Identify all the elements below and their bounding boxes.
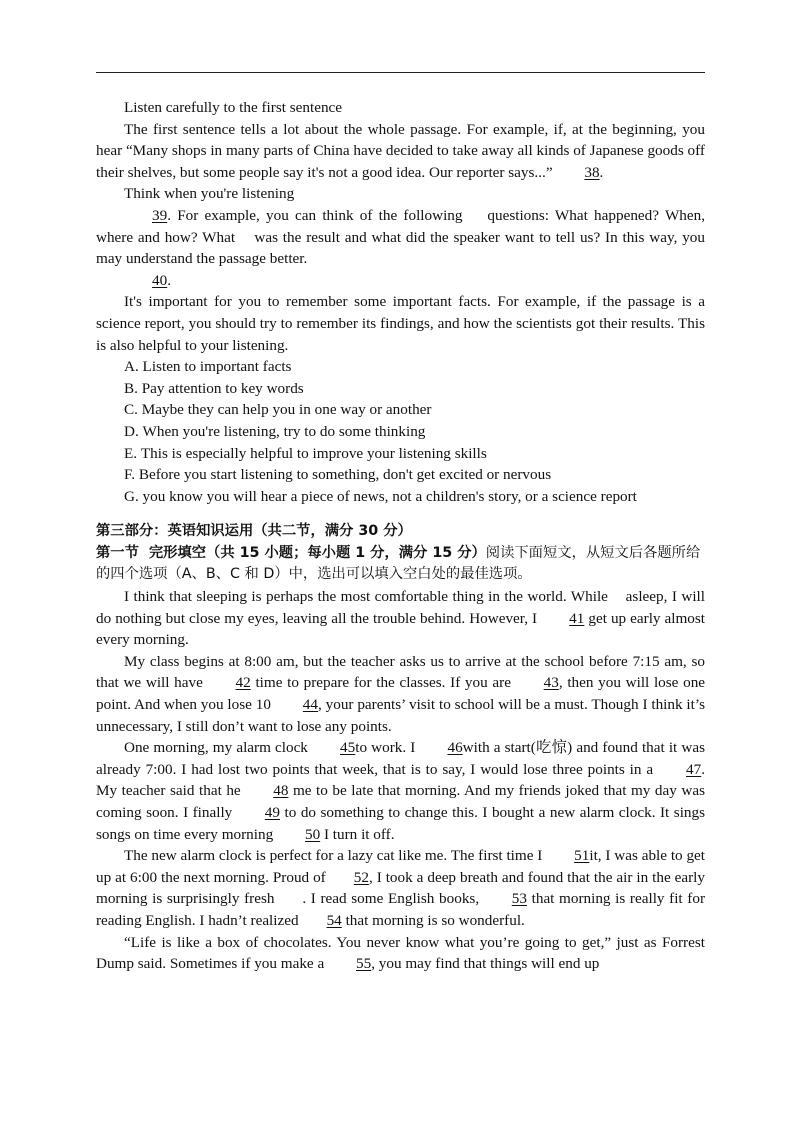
paragraph-think: 39. For example, you can think of the following questions: What happened? When, where and how? What was the result and what did the speaker want to tell us? In this way, you may understand the passage better. <box>96 206 705 268</box>
spacer <box>96 507 705 521</box>
blank-40: 40 <box>152 271 168 289</box>
blank-38: 38 <box>584 163 600 181</box>
cloze-paragraph-2: My class begins at 8:00 am, but the teacher asks us to arrive at the school before 7:15 am, so that we will have 42 time to prepare for the classes. If you are 43, then you will lose one point. And when you lose 10 44, your parents’ visit to school will be a must. Though I think it’s unnecessary, I still don’t want to lose any points. <box>96 652 706 735</box>
blank-49: 49 <box>264 804 280 821</box>
paragraph-facts: It's important for you to remember some important facts. For example, if the passage is a science report, you should try to remember its findings, and how the scientists got their results. This is also helpful to your listening. <box>96 293 705 354</box>
paragraph-first-sentence: The first sentence tells a lot about the whole passage. For example, if, at the beginning, you hear “Many shops in many parts of China have decided to take away all kinds of Japanese goods off their shelves, but some people say it's not a good idea. Our reporter says...” 38. <box>96 119 705 184</box>
blank-46: 46 <box>447 739 463 757</box>
blank-45: 45 <box>340 739 356 757</box>
header-rule <box>96 72 705 73</box>
blank-39: 39 <box>152 206 168 224</box>
option-c: C. Maybe they can help you in one way or another <box>124 401 432 419</box>
option-d: D. When you're listening, try to do some thinking <box>124 422 426 440</box>
blank-47: 47 <box>686 760 702 778</box>
blank-43: 43 <box>543 674 559 692</box>
blank-50: 50 <box>304 825 321 843</box>
options-list <box>96 356 705 507</box>
subheading-think: Think when you're listening <box>124 185 295 203</box>
option-b: B. Pay attention to key words <box>124 379 304 397</box>
option-e: E. This is especially helpful to improve your listening skills <box>124 444 487 462</box>
cloze-paragraph-4: The new alarm clock is perfect for a lazy cat like me. The first time I 51it, I was able to get up at 6:00 the next morning. Proud of 52, I took a deep breath and found that the air in the early morning is surprisingly fresh . I read some English books, 53 that morning is really fit for reading English. I hadn’t realized 54 that morning is so wonderful. <box>96 845 705 931</box>
subheading-listen-first: Listen carefully to the first sentence <box>124 99 343 116</box>
blank-52: 52 <box>353 868 369 886</box>
section1-title: 第一节 完形填空（共 15 小题；每小题 1 分，满分 15 分） <box>96 544 486 561</box>
option-f: F. Before you start listening to something, don't get excited or nervous <box>124 466 552 484</box>
section1-heading <box>96 543 705 586</box>
blank-55: 55 <box>356 955 372 973</box>
cloze-paragraph-3: One morning, my alarm clock 45to work. I 46with a start(吃惊) and found that it was already 7:00. I had lost two points that week, that is to say, I would lose three points in a 47. My teacher said that he 48 me to be late that morning. And my friends joked that my day was coming soon. I finally 49 to do something to change this. I bought a new alarm clock. It sings songs on time every morning 50 I turn it off. <box>96 737 705 845</box>
option-a: A. Listen to important facts <box>124 358 292 376</box>
blank-44: 44 <box>302 696 318 714</box>
page-content <box>96 97 705 975</box>
paragraph-40: 40. <box>96 270 705 292</box>
blank-48: 48 <box>273 782 289 800</box>
option-g: G. you know you will hear a piece of news, not a children's story, or a science report <box>124 487 637 505</box>
part3-heading: 第三部分：英语知识运用（共二节，满分 30 分） <box>96 523 412 540</box>
blank-42: 42 <box>235 674 251 692</box>
cloze-paragraph-1: I think that sleeping is perhaps the most comfortable thing in the world. While asleep, I will do nothing but close my eyes, leaving all the trouble behind. However, I 41 get up early almost every morning. <box>96 588 706 649</box>
blank-51: 51 <box>574 847 590 865</box>
blank-53: 53 <box>511 890 527 908</box>
cloze-paragraph-5: “Life is like a box of chocolates. You never know what you’re going to get,” just as Forrest Dump said. Sometimes if you make a 55, you may find that things will end up <box>96 932 705 975</box>
section1-instructions: 阅读下面短文，从短文后各题所给的四个选项（A、B、C 和 D）中，选出可以填入空白处的最佳选项。 <box>96 544 701 583</box>
blank-41: 41 <box>569 609 585 627</box>
blank-54: 54 <box>326 911 342 929</box>
